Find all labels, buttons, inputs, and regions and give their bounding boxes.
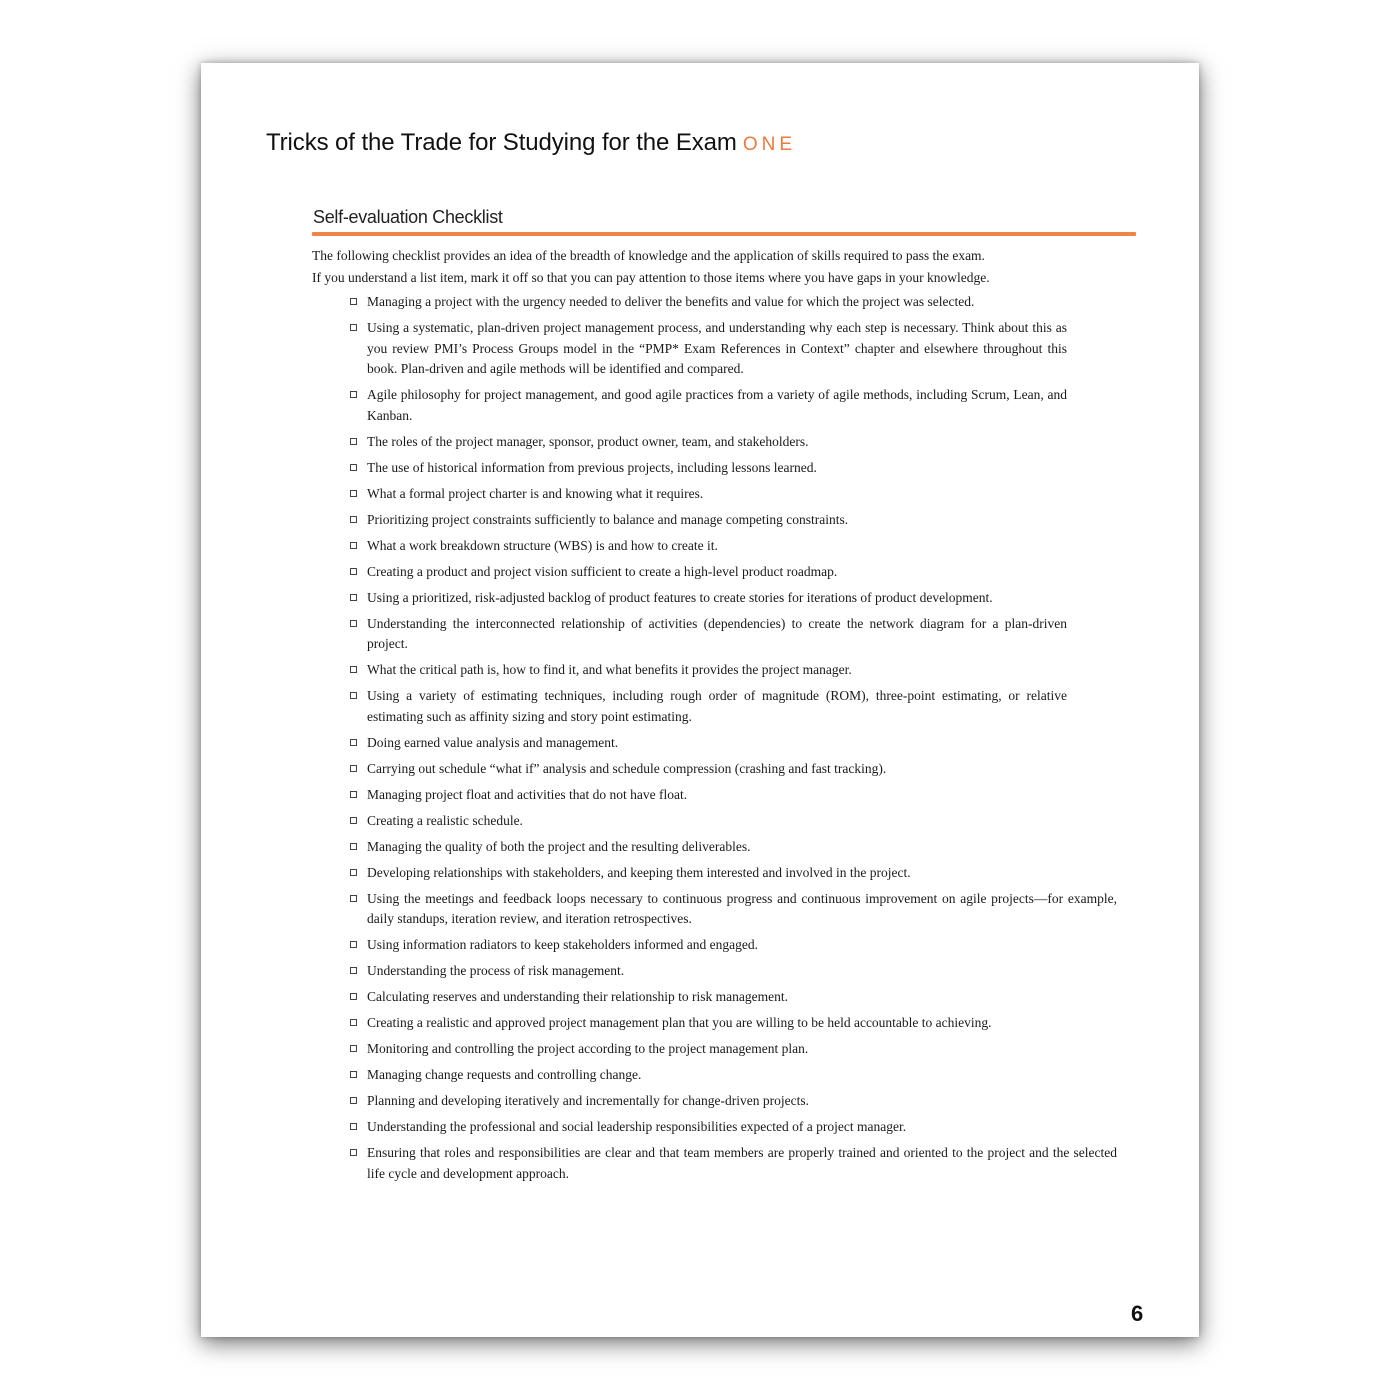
checkbox[interactable] (350, 298, 357, 305)
checklist-item (347, 458, 1067, 479)
checkbox[interactable] (350, 993, 357, 1000)
checklist-item-text: Using a prioritized, risk-adjusted backlog of product features to create stories for iterations of product development. (367, 589, 993, 605)
checkbox[interactable] (350, 438, 357, 445)
chapter-title (266, 129, 796, 157)
checklist-item-text: Understanding the professional and social leadership responsibilities expected of a project manager. (367, 1119, 907, 1134)
checkbox[interactable] (350, 542, 357, 549)
chapter-number: ONE (742, 134, 797, 155)
checklist-item (347, 562, 1067, 583)
checkbox[interactable] (350, 692, 357, 699)
checklist-item-text: Calculating reserves and understanding their relationship to risk management. (367, 989, 789, 1004)
checklist-item (347, 811, 1067, 832)
intro-line: The following checklist provides an idea of the breadth of knowledge and the application of skills required to pass the exam. (312, 248, 985, 263)
checklist-item-text: Prioritizing project constraints sufficiently to balance and manage competing constraints. (367, 511, 849, 527)
checklist-item-text: Agile philosophy for project management, and good agile practices from a variety of agile methods, including Scrum, Lean, and Kanban. (367, 387, 1067, 423)
intro-paragraph (312, 245, 1152, 289)
checkbox[interactable] (350, 568, 357, 575)
checklist-item-text: Creating a realistic schedule. (367, 812, 523, 828)
checklist-item-text: Ensuring that roles and responsibilities are clear and that team members are properly trained and oriented to the project and the selected life cycle and development approach. (367, 1145, 1117, 1181)
checklist-item-text: Understanding the interconnected relationship of activities (dependencies) to create the network diagram for a plan-driven project. (367, 615, 1067, 651)
checkbox[interactable] (350, 967, 357, 974)
checklist-item-text: Managing the quality of both the project and the resulting deliverables. (367, 838, 751, 854)
checklist-item-text: Carrying out schedule “what if” analysis and schedule compression (crashing and fast tracking). (367, 760, 887, 776)
checklist-item (347, 1013, 1067, 1034)
checkbox[interactable] (350, 324, 357, 331)
checkbox[interactable] (350, 1123, 357, 1130)
checklist-item (347, 1143, 1117, 1184)
page-number: 6 (1131, 1301, 1144, 1326)
checklist-item (347, 686, 1067, 727)
checklist-item (347, 588, 1067, 609)
checklist-item (347, 510, 1067, 531)
checklist-item (347, 318, 1067, 380)
checkbox[interactable] (350, 1045, 357, 1052)
checklist-item-text: Using the meetings and feedback loops necessary to continuous progress and continuous improvement on agile projects—for example, daily standups, iteration review, and iteration retrospectives. (367, 890, 1117, 926)
checkbox[interactable] (350, 620, 357, 627)
checklist-item-text: The roles of the project manager, sponsor, product owner, team, and stakeholders. (367, 433, 809, 449)
checklist-item (347, 660, 1067, 681)
checklist-item (347, 432, 1067, 453)
checklist-item (347, 1091, 1067, 1112)
checklist-item-text: What a formal project charter is and knowing what it requires. (367, 485, 704, 501)
document-page (201, 63, 1199, 1337)
checklist-item-text: Planning and developing iteratively and incrementally for change-driven projects. (367, 1093, 809, 1108)
checklist-item (347, 614, 1067, 655)
checkbox[interactable] (350, 941, 357, 948)
checklist-item-text: Understanding the process of risk management. (367, 963, 625, 978)
checklist-item (347, 484, 1067, 505)
checkbox[interactable] (350, 895, 357, 902)
checkbox[interactable] (350, 1071, 357, 1078)
checklist-item (347, 759, 1067, 780)
checklist-item-text: Managing change requests and controlling change. (367, 1067, 642, 1082)
checkbox[interactable] (350, 765, 357, 772)
checklist-item-text: Using a variety of estimating techniques, including rough order of magnitude (ROM), three-point estimating, or relative estimating such as affinity sizing and story point estimating. (367, 688, 1067, 724)
checkbox[interactable] (350, 843, 357, 850)
checklist-item-text: Managing project float and activities that do not have float. (367, 786, 688, 802)
checklist-item (347, 292, 1067, 313)
checklist-item (347, 385, 1067, 426)
section-divider (312, 232, 1136, 236)
checklist-item (347, 889, 1117, 930)
section-title: Self-evaluation Checklist (313, 207, 503, 227)
checkbox[interactable] (350, 869, 357, 876)
checklist-item-text: What the critical path is, how to find it, and what benefits it provides the project manager. (367, 662, 852, 677)
checklist-item (347, 785, 1067, 806)
checkbox[interactable] (350, 666, 357, 673)
checklist-item (347, 536, 1067, 557)
checkbox[interactable] (350, 739, 357, 746)
checkbox[interactable] (350, 791, 357, 798)
checkbox[interactable] (350, 490, 357, 497)
checkbox[interactable] (350, 464, 357, 471)
checklist-item-text: Using information radiators to keep stakeholders informed and engaged. (367, 937, 759, 952)
checklist-item (347, 961, 1067, 982)
checklist-item-text: Managing a project with the urgency needed to deliver the benefits and value for which the project was selected. (367, 294, 975, 309)
checklist-item-text: The use of historical information from previous projects, including lessons learned. (367, 459, 817, 475)
checklist-item-text: Creating a realistic and approved project management plan that you are willing to be held accountable to achieving. (367, 1015, 992, 1030)
checklist-item-text: Creating a product and project vision sufficient to create a high-level product roadmap. (367, 563, 838, 579)
checkbox[interactable] (350, 1097, 357, 1104)
checkbox[interactable] (350, 594, 357, 601)
checklist-item-text: Developing relationships with stakeholders, and keeping them interested and involved in the project. (367, 864, 911, 880)
checklist-item-text: Monitoring and controlling the project according to the project management plan. (367, 1041, 809, 1056)
checkbox[interactable] (350, 817, 357, 824)
checkbox[interactable] (350, 516, 357, 523)
checklist-item (347, 1117, 1067, 1138)
checklist-item (347, 863, 1067, 884)
checklist-item (347, 935, 1067, 956)
checkbox[interactable] (350, 1019, 357, 1026)
checkbox[interactable] (350, 391, 357, 398)
checklist-item (347, 1039, 1067, 1060)
checkbox[interactable] (350, 1149, 357, 1156)
checklist-item (347, 987, 1067, 1008)
chapter-title-text: Tricks of the Trade for Studying for the Exam (266, 129, 737, 156)
checklist-item-text: Using a systematic, plan-driven project management process, and understanding why each step is necessary. Think about this as you review PMI’s Process Groups model in the “PMP* Exam References in Context” chapter and elsewhere throughout this book. Plan-driven and agile methods will be identified and compared. (367, 320, 1067, 376)
self-evaluation-checklist (347, 292, 1117, 1190)
checklist-item-text: Doing earned value analysis and management. (367, 734, 619, 750)
checklist-item-text: What a work breakdown structure (WBS) is and how to create it. (367, 537, 718, 553)
checklist-item (347, 837, 1067, 858)
checklist-item (347, 733, 1067, 754)
intro-line: If you understand a list item, mark it off so that you can pay attention to those items where you have gaps in your knowledge. (312, 270, 990, 285)
checklist-item (347, 1065, 1067, 1086)
